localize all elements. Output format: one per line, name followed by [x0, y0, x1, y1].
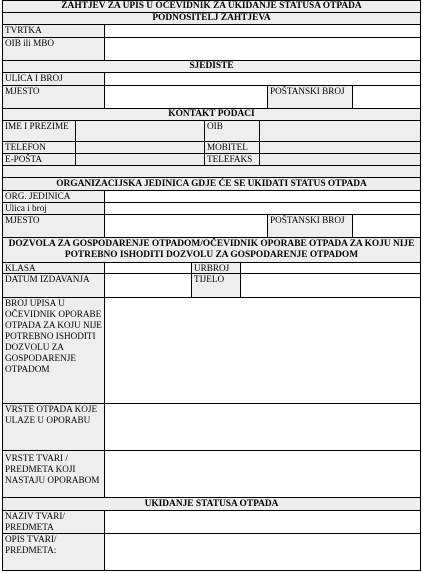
seat-street-field[interactable] [104, 72, 421, 86]
org-street-label: Ulica i broj [2, 202, 105, 215]
waste-status-application-form [2, 0, 421, 571]
mobile-label: MOBITEL [204, 141, 260, 154]
substance-description-field[interactable] [104, 533, 421, 571]
substance-types-label: VRSTE TVARI / PREDMETA KOJI NASTAJU OPORABOM [2, 450, 105, 498]
company-label: TVRTKA [2, 24, 105, 38]
end-of-waste-section-heading: UKIDANJE STATUSA OTPADA [2, 497, 421, 511]
seat-postal-field[interactable] [352, 85, 421, 109]
registry-number-label: BROJ UPISA U OČEVIDNIK OPORABE OTPADA ZA KOJU NIJE POTREBNO ISHODITI DOZVOLU ZA GOSPODARENJE OTPADOM [2, 297, 105, 404]
issuing-body-field[interactable] [240, 273, 421, 298]
org-place-field[interactable] [104, 214, 268, 238]
org-place-label: MJESTO [2, 214, 105, 238]
email-label: E-POŠTA [2, 153, 76, 166]
class-label: KLASA [2, 262, 105, 274]
permit-section-heading: DOZVOLA ZA GOSPODARENJE OTPADOM/OČEVIDNIK OPORABE OTPADA ZA KOJU NIJE POTREBNO ISHODITI DOZVOLU ZA GOSPODARENJE OTPADOM [2, 237, 421, 263]
contact-oib-field[interactable] [259, 120, 421, 142]
org-postal-field[interactable] [352, 214, 421, 238]
org-postal-label: POŠTANSKI BROJ [267, 214, 353, 238]
issuing-body-label: TIJELO [191, 273, 241, 298]
form-title: ZAHTJEV ZA UPIS U OČEVIDNIK ZA UKIDANJE STATUSA OTPADA [2, 0, 421, 13]
contact-oib-label: OIB [204, 120, 260, 142]
name-label: IME I PREZIME [2, 120, 76, 142]
seat-place-label: MJESTO [2, 85, 105, 109]
oib-mbo-label: OIB ili MBO [2, 37, 105, 61]
applicant-section-heading: PODNOSITELJ ZAHTJEVA [2, 12, 421, 25]
company-field[interactable] [104, 24, 421, 38]
registry-number-field[interactable] [104, 297, 421, 404]
substance-types-field[interactable] [104, 450, 421, 498]
issue-date-label: DATUM IZDAVANJA [2, 273, 105, 298]
substance-name-field[interactable] [104, 510, 421, 534]
org-unit-label: ORG. JEDINICA [2, 190, 105, 203]
oib-mbo-field[interactable] [104, 37, 421, 61]
fax-label: TELEFAKS [204, 153, 260, 166]
substance-description-label: OPIS TVARI/ PREDMETA: [2, 533, 105, 571]
issue-date-field[interactable] [104, 273, 192, 298]
seat-postal-label: POŠTANSKI BROJ [267, 85, 353, 109]
seat-street-label: ULICA I BROJ [2, 72, 105, 86]
substance-name-label: NAZIV TVARI/ PREDMETA [2, 510, 105, 534]
seat-section-heading: SJEDIŠTE [2, 60, 421, 73]
waste-types-field[interactable] [104, 403, 421, 451]
org-unit-section-heading: ORGANIZACIJSKA JEDINICA GDJE ĆE SE UKIDATI STATUS OTPADA [2, 177, 421, 191]
waste-types-label: VRSTE OTPADA KOJE ULAZE U OPORABU [2, 403, 105, 451]
phone-label: TELEFON [2, 141, 76, 154]
seat-place-field[interactable] [104, 85, 268, 109]
name-field[interactable] [75, 120, 205, 142]
contact-section-heading: KONTAKT PODACI [2, 108, 421, 121]
reg-no-label: URBROJ [191, 262, 241, 274]
